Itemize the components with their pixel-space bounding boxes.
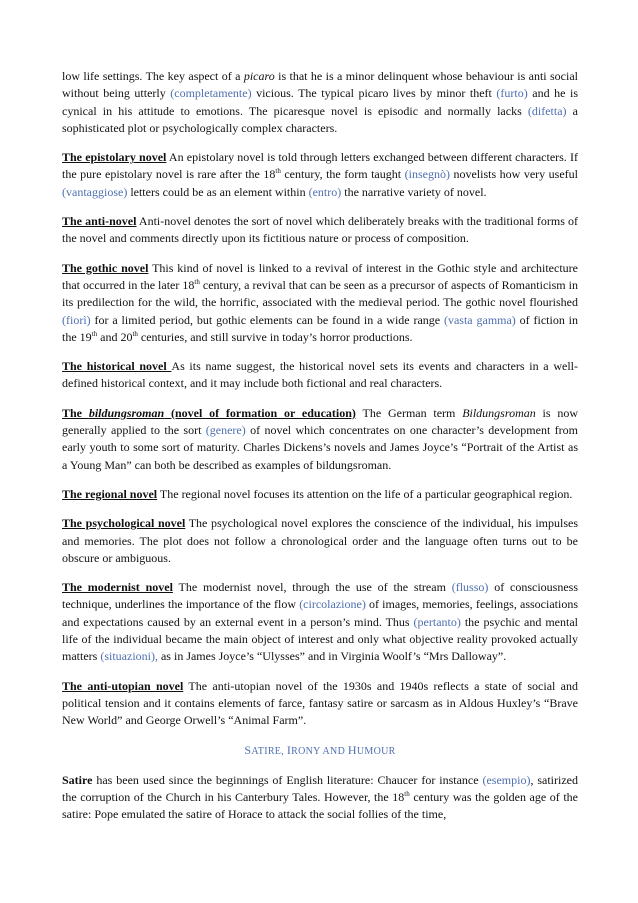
gloss: (esempio) [482, 772, 531, 787]
text: of fiction in the 19 [62, 312, 579, 344]
section-heading: The gothic novel [62, 260, 149, 275]
gloss: (genere) [205, 423, 246, 438]
section-heading [62, 406, 356, 420]
text: As its name suggest, the historical novel sets its events and characters in a well-defined historical context, and it may include both fictional and real characters. [62, 359, 578, 391]
text: centuries, and still survive in today’s horror productions. [137, 329, 413, 344]
document-page [62, 68, 578, 836]
gloss: (furto) [496, 86, 528, 101]
superscript: th [91, 329, 98, 338]
italic-term: picaro [243, 69, 275, 83]
smallcaps-initial: S [244, 742, 252, 757]
gloss: (insegnò) [404, 167, 450, 182]
smallcaps-initial: H [347, 742, 357, 757]
text: as in James Joyce’s “Ulysses” and in Virginia Woolf’s “Mrs Dalloway”. [157, 649, 507, 664]
smallcaps-text: RONY AND [291, 745, 348, 757]
gloss: (entro) [308, 184, 342, 199]
gloss: (difetta) [527, 103, 567, 118]
section-heading: The anti-utopian novel [62, 678, 184, 693]
historical-paragraph [62, 358, 578, 393]
gloss: (circolazione) [299, 597, 366, 612]
text: century, a revival that can be seen as a precursor of aspects of Romanticism in its predilection for the wild, the horrific, associated with the medieval period. The gothic novel flourished [62, 277, 578, 310]
section-heading: The anti-novel [62, 214, 137, 229]
smallcaps-text: ATIRE, [251, 745, 287, 757]
text: a sophisticated plot or psychologically complex characters. [62, 103, 579, 135]
superscript: th [275, 167, 281, 176]
epistolary-paragraph [62, 149, 578, 201]
smallcaps-text: UMOUR [356, 745, 396, 757]
text: Anti-novel denotes the sort of novel which deliberately breaks with the traditional forms of the novel and comments directly upon its fictitious nature or process of composition. [62, 214, 579, 246]
text: the narrative variety of novel. [341, 184, 487, 199]
text: century was the golden age of the satire: Pope emulated the satire of Horace to attack the social follies of the time, [62, 790, 578, 822]
text: century, the form taught [280, 167, 405, 182]
superscript: th [132, 329, 138, 338]
psychological-paragraph [62, 515, 578, 567]
modernist-paragraph [62, 579, 578, 665]
section-title [62, 742, 578, 760]
text: The psychological novel explores the conscience of the individual, his impulses and memories. The plot does not follow a chronological order and the language often turns out to be obscure or ambiguous. [62, 516, 579, 565]
smallcaps-initial: I [286, 742, 292, 757]
text: An epistolary novel is told through letters exchanged between different characters. If the pure epistolary novel is rare after the 18 [62, 150, 578, 182]
text: low life settings. The key aspect of a [62, 69, 244, 83]
text: This kind of novel is linked to a revival of interest in the Gothic style and architecture that occurred in the later 18 [62, 260, 578, 292]
satire-paragraph [62, 772, 578, 824]
text: , satirized the corruption of the Church in his Canterbury Tales. However, the 18 [62, 772, 578, 805]
gothic-paragraph [62, 260, 578, 346]
gloss: (pertanto) [413, 614, 461, 629]
section-heading: The epistolary novel [62, 150, 167, 165]
text: the psychic and mental life of the individual became the main object of interest and only what objective reality provoked actually matters [62, 614, 578, 664]
text: of novel which concentrates on one character’s development from early youth to some sort of maturity. Charles Dickens’s novels and James Joyce’s “Portrait of the Artist as a Young Man” can both be described as examples of bildungsroman. [62, 423, 578, 472]
heading-italic: bildungsroman [88, 405, 165, 420]
superscript: th [404, 790, 410, 799]
text: and 20 [97, 329, 133, 344]
antiutopian-paragraph [62, 678, 578, 730]
text: The German term [355, 405, 463, 420]
heading-part: The [62, 405, 89, 420]
gloss: (vasta gamma) [443, 312, 516, 327]
gloss: (completamente) [170, 86, 252, 101]
text: novelists how very useful [449, 167, 579, 182]
gloss: (flusso) [451, 580, 489, 595]
regional-paragraph [62, 486, 578, 503]
text: The modernist novel, through the use of the stream [172, 580, 452, 595]
text: of images, memories, feelings, associations and expectations caused by an external event in a person’s mind. Thus [62, 597, 578, 629]
gloss: (situazioni), [100, 649, 158, 664]
text: vicious. The typical picaro lives by minor theft [251, 86, 497, 101]
text: is that he is a minor delinquent whose behaviour is anti social without being utterly [62, 69, 578, 101]
intro-paragraph [62, 68, 578, 137]
section-heading: The historical novel [62, 359, 172, 374]
text: for a limited period, but gothic elements can be found in a wide range [90, 312, 444, 327]
antinovel-paragraph [62, 213, 578, 248]
bildungsroman-paragraph [62, 405, 578, 474]
heading-part: (novel of formation or education) [164, 405, 356, 420]
text: is now generally applied to the sort [62, 405, 579, 438]
text: and he is cynical in his attitude to emotions. The picaresque novel is episodic and normally lacks [62, 86, 579, 118]
text: The regional novel focuses its attention on the life of a particular geographical region. [157, 486, 573, 501]
section-heading: The psychological novel [62, 516, 186, 531]
gloss: (fiorì) [62, 312, 91, 327]
superscript: th [194, 277, 200, 286]
text: letters could be as an element within [127, 184, 309, 199]
section-heading: The modernist novel [62, 580, 173, 595]
text: of consciousness technique, underlines the importance of the flow [62, 580, 578, 612]
text: The anti-utopian novel of the 1930s and 1940s reflects a state of social and political tension and it contains elements of farce, fantasy satire or sarcasm as in Aldous Huxley’s “Brave New World” and George Orwell’s “Animal Farm”. [62, 678, 578, 728]
text: has been used since the beginnings of English literature: Chaucer for instance [92, 772, 483, 787]
gloss: (vantaggiose) [62, 184, 128, 199]
italic-term: Bildungsroman [462, 405, 536, 420]
bold-term: Satire [62, 772, 93, 787]
section-heading: The regional novel [62, 486, 158, 501]
